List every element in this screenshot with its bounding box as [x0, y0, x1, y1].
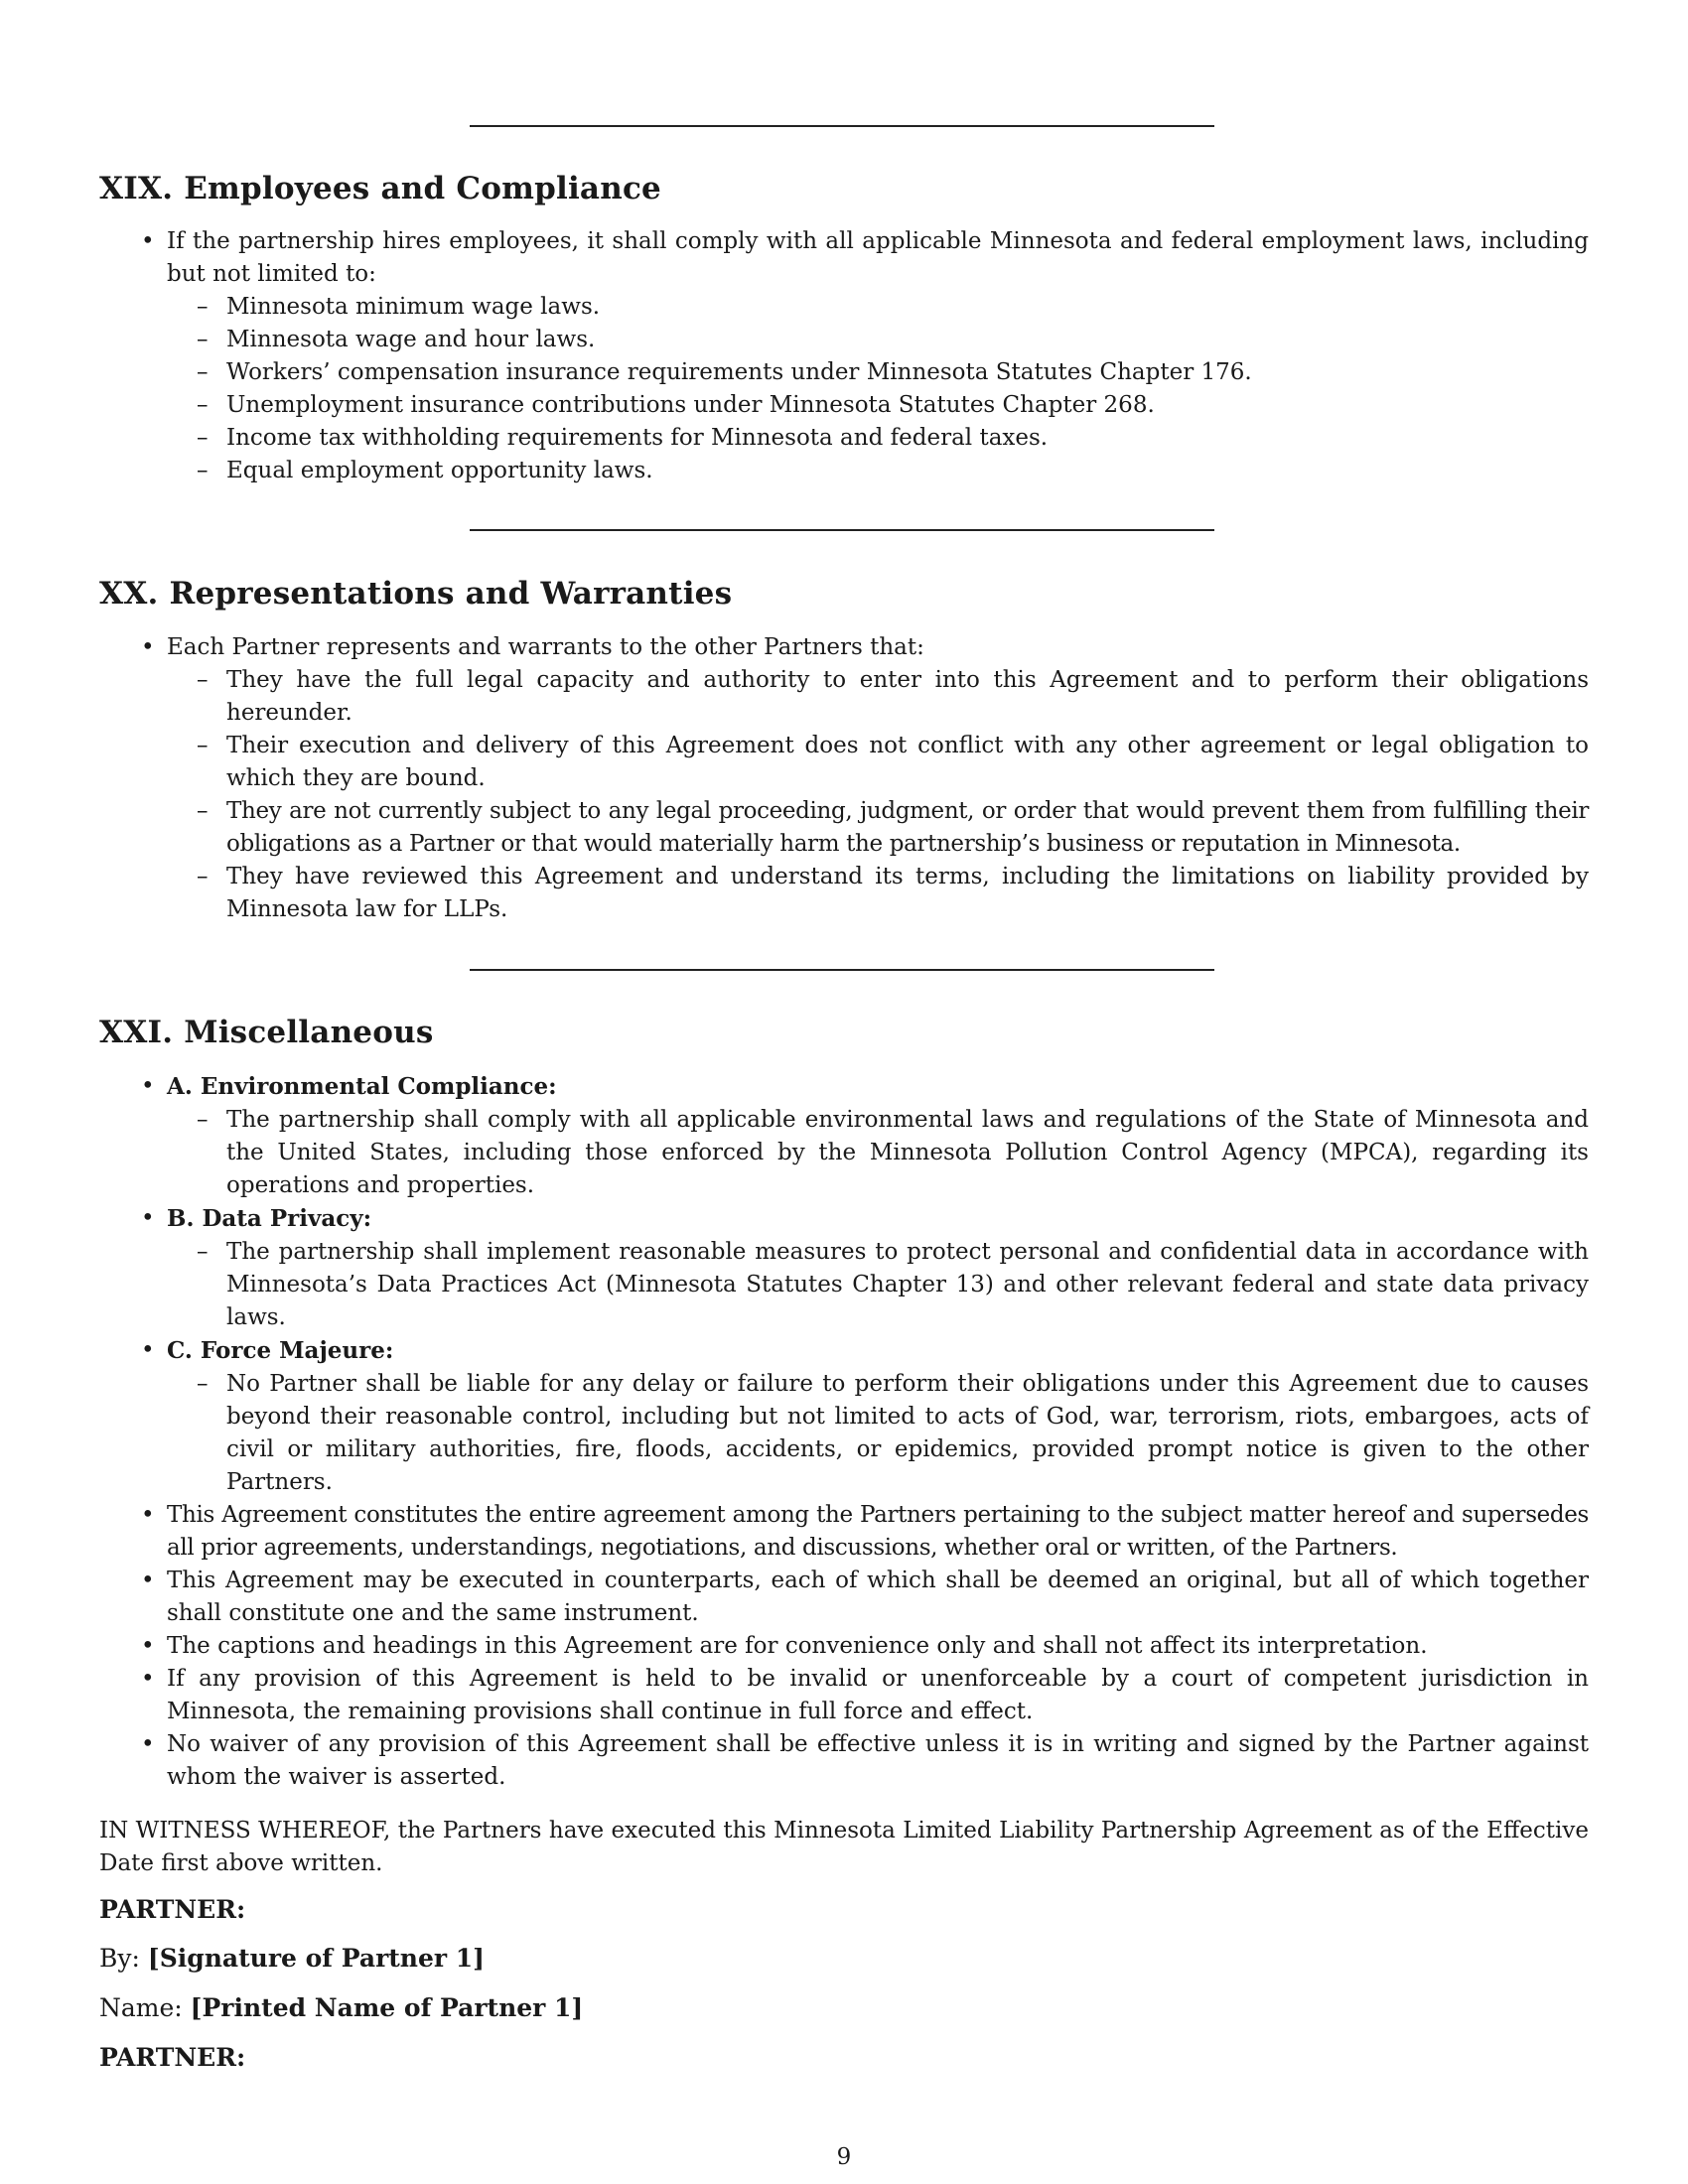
employees-intro: If the partnership hires employees, it shall comply with all applicable Minnesota and federal employment laws, including but not limited to: [167, 228, 1589, 287]
list-item: – Minnesota minimum wage laws. [226, 291, 1589, 324]
section-title-representations: XX. Representations and Warranties [99, 576, 733, 612]
name-label: Name: [99, 1993, 183, 2022]
signature-line [99, 1944, 485, 1973]
list-item: – Unemployment insurance contributions under Minnesota Statutes Chapter 268. [226, 389, 1589, 422]
list-item: – The partnership shall comply with all applicable environmental laws and regulations of the State of Minnesota and the United States, including those enforced by the Minnesota Pollution Control Agency (MPCA), regarding its operations and properties. [226, 1104, 1589, 1202]
list-item: – The partnership shall implement reasonable measures to protect personal and confidential data in accordance with Minnesota’s Data Practices Act (Minnesota Statutes Chapter 13) and other relevant federal and state data privacy laws. [226, 1236, 1589, 1334]
representations-intro: Each Partner represents and warrants to the other Partners that: [167, 634, 924, 660]
miscellaneous-list [99, 1070, 1589, 1794]
list-item [167, 225, 1589, 487]
list-item: • The captions and headings in this Agreement are for convenience only and shall not affect its interpretation. [167, 1630, 1589, 1663]
witness-text: IN WITNESS WHEREOF, the Partners have executed this Minnesota Limited Liability Partnership Agreement as of the Effective Date first above written. [99, 1818, 1589, 1876]
partner-label-text: PARTNER: [99, 1895, 246, 1924]
subsection-heading: C. Force Majeure: [167, 1337, 394, 1364]
list-item: – Their execution and delivery of this Agreement does not conflict with any other agreement or legal obligation to which they are bound. [226, 730, 1589, 795]
list-item [167, 1334, 1589, 1499]
list-item: – Equal employment opportunity laws. [226, 455, 1589, 487]
subsection-heading: B. Data Privacy: [167, 1205, 372, 1232]
list-item: – They have the full legal capacity and authority to enter into this Agreement and to perform their obligations hereunder. [226, 664, 1589, 730]
list-item: – No Partner shall be liable for any delay or failure to perform their obligations under this Agreement due to causes beyond their reasonable control, including but not limited to acts of God, war, terrorism, riots, embargoes, acts of civil or military authorities, fire, floods, accidents, or epidemics, provided prompt notice is given to the other Partners. [226, 1368, 1589, 1499]
section-divider [470, 969, 1214, 971]
list-item: • No waiver of any provision of this Agreement shall be effective unless it is in writing and signed by the Partner against whom the waiver is asserted. [167, 1728, 1589, 1794]
list-item: – Minnesota wage and hour laws. [226, 324, 1589, 356]
name-line [99, 1993, 583, 2022]
list-item: • This Agreement constitutes the entire agreement among the Partners pertaining to the subject matter hereof and supersedes all prior agreements, understandings, negotiations, and discussions, whether oral or written, of the Partners. [167, 1499, 1589, 1565]
section-divider [470, 529, 1214, 531]
printed-name-placeholder: [Printed Name of Partner 1] [190, 1993, 584, 2022]
witness-paragraph [99, 1815, 1589, 1880]
partner-label [99, 1895, 245, 1924]
list-item: – Workers’ compensation insurance requirements under Minnesota Statutes Chapter 176. [226, 356, 1589, 389]
list-item: – Income tax withholding requirements for Minnesota and federal taxes. [226, 422, 1589, 455]
employees-list [99, 225, 1589, 487]
partner-label-text: PARTNER: [99, 2043, 246, 2072]
list-item [167, 1202, 1589, 1334]
list-item [167, 1070, 1589, 1202]
page-number: 9 [836, 2144, 852, 2170]
section-divider [470, 125, 1214, 127]
subsection-heading: A. Environmental Compliance: [167, 1073, 557, 1100]
section-title-miscellaneous: XXI. Miscellaneous [99, 1015, 434, 1050]
list-item: • If any provision of this Agreement is held to be invalid or unenforceable by a court of competent jurisdiction in Minnesota, the remaining provisions shall continue in full force and effect. [167, 1663, 1589, 1728]
by-label: By: [99, 1944, 140, 1973]
list-item: • This Agreement may be executed in counterparts, each of which shall be deemed an original, but all of which together shall constitute one and the same instrument. [167, 1565, 1589, 1630]
representations-list [99, 631, 1589, 926]
list-item: – They are not currently subject to any legal proceeding, judgment, or order that would prevent them from fulfilling their obligations as a Partner or that would materially harm the partnership’s business or reputation in Minnesota. [226, 795, 1589, 861]
list-item [167, 631, 1589, 926]
list-item: – They have reviewed this Agreement and understand its terms, including the limitations on liability provided by Minnesota law for LLPs. [226, 861, 1589, 926]
partner-label [99, 2043, 245, 2072]
signature-placeholder: [Signature of Partner 1] [147, 1944, 485, 1973]
section-title-employees: XIX. Employees and Compliance [99, 171, 661, 206]
